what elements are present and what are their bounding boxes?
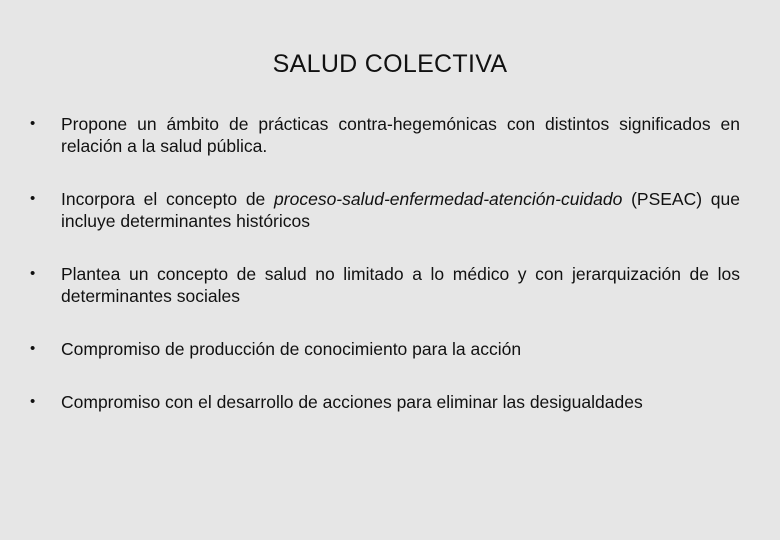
- bullet-list: [30, 113, 740, 413]
- bullet-text: Plantea un concepto de salud no limitado a lo médico y con jerarquización de los determinantes sociales: [61, 264, 740, 306]
- bullet-item: [30, 391, 740, 413]
- bullet-icon: •: [30, 340, 36, 357]
- bullet-icon: •: [30, 190, 36, 207]
- bullet-text: Compromiso con el desarrollo de acciones para eliminar las desigualdades: [61, 392, 643, 412]
- bullet-text: Compromiso de producción de conocimiento para la acción: [61, 339, 522, 359]
- bullet-text-part: Incorpora el concepto de: [61, 189, 275, 209]
- bullet-icon: •: [30, 265, 36, 282]
- bullet-text-emphasis: proceso-salud-enfermedad-atención-cuidado: [274, 189, 623, 209]
- bullet-item: [30, 338, 740, 360]
- bullet-icon: •: [30, 115, 36, 132]
- bullet-item: [30, 113, 740, 157]
- bullet-icon: •: [30, 393, 36, 410]
- bullet-text-part: (PSEAC) que incluye determinantes históricos: [61, 189, 740, 231]
- bullet-item: [30, 263, 740, 307]
- bullet-item: [30, 188, 740, 232]
- slide-title: SALUD COLECTIVA: [272, 50, 508, 78]
- bullet-text: [61, 188, 740, 232]
- bullet-text: Propone un ámbito de prácticas contra-hegemónicas con distintos significados en relación a la salud pública.: [61, 114, 740, 156]
